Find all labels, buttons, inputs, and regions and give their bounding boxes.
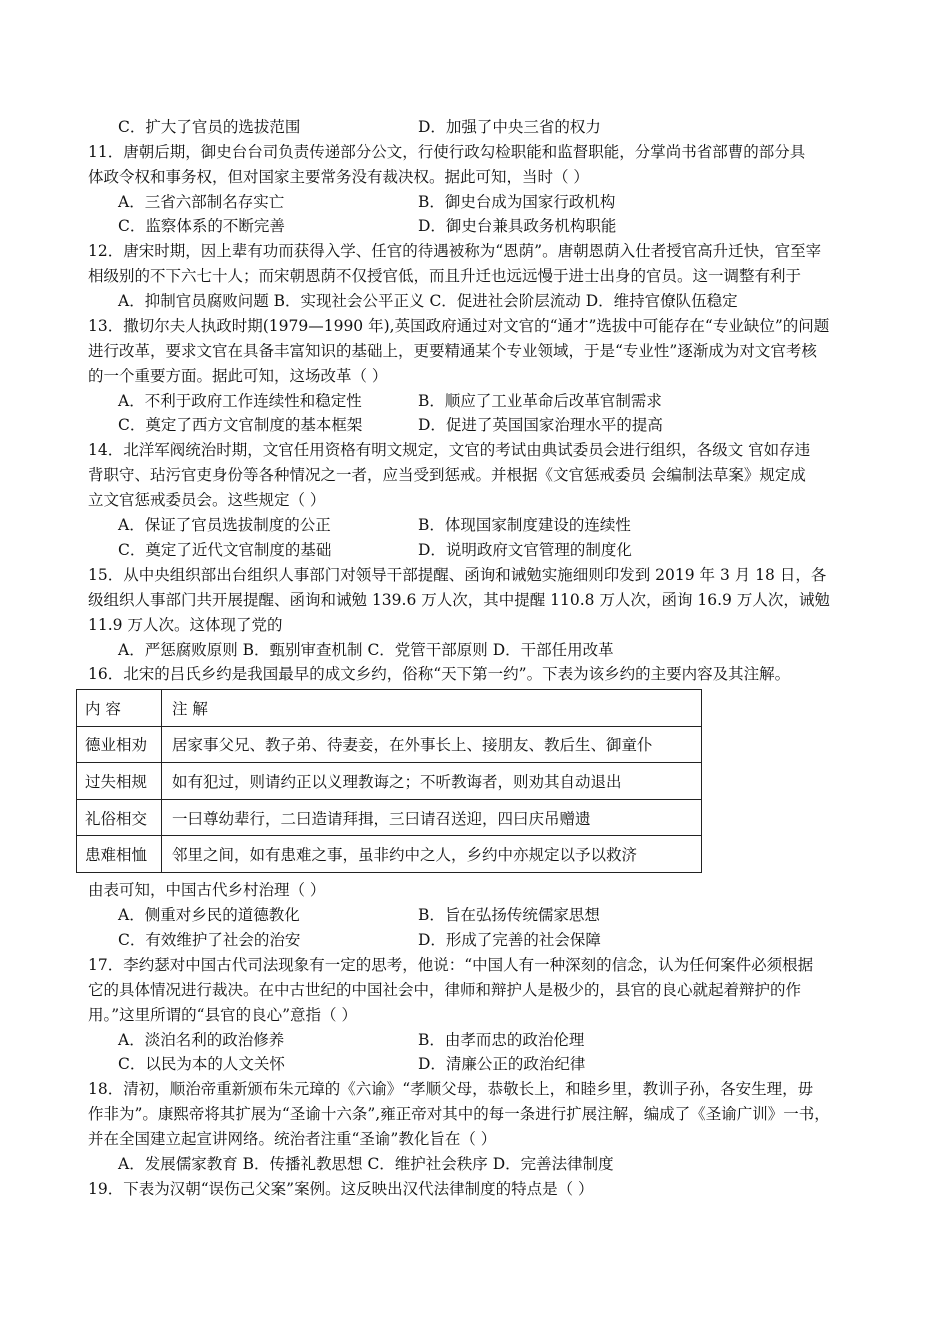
table-row [77,799,702,836]
table-row [77,763,702,800]
q17-stem-line-3: 用。”这里所谓的“县官的良心”意指（ ） [88,1006,357,1024]
q18-stem-line-3: 并在全国建立起宣讲网络。统治者注重“圣谕”教化旨在（ ） [88,1130,497,1148]
q17-stem-line-1: 17．李约瑟对中国古代司法现象有一定的思考，他说：“中国人有一种深刻的信念，认为任何案件必须根据 [88,956,814,974]
table-cell-note: 如有犯过，则请约正以义理教诲之；不听教诲者，则劝其自动退出 [162,763,702,800]
q16-table [76,689,702,873]
q12-stem-line-2: 相级别的不下六七十人；而宋朝恩荫不仅授官低，而且升迁也远远慢于进士出身的官员。这一调整有利于 [88,267,802,285]
table-cell-note: 邻里之间，如有患难之事，虽非约中之人，乡约中亦规定以予以救济 [162,836,702,873]
q13-stem-line-1: 13．撒切尔夫人执政时期(1979—1990 年),英国政府通过对文官的“通才”选拔中可能存在“专业缺位”的问题 [88,317,830,335]
q16-stem: 16．北宋的吕氏乡约是我国最早的成文乡约，俗称“天下第一约”。下表为该乡约的主要内容及其注解。 [88,665,791,683]
q10-option-d[interactable]: D．加强了中央三省的权力 [418,118,601,136]
q17-option-b[interactable]: B．由孝而忠的政治伦理 [418,1031,585,1049]
table-cell-item: 患难相恤 [77,836,162,873]
q11-option-b[interactable]: B．御史台成为国家行政机构 [418,193,616,211]
q11-option-a[interactable]: A．三省六部制名存实亡 [118,193,285,211]
q14-stem-line-3: 立文官惩戒委员会。这些规定（ ） [88,491,326,509]
q17-option-d[interactable]: D．清廉公正的政治纪律 [418,1055,586,1073]
q11-option-d[interactable]: D．御史台兼具政务机构职能 [418,217,617,235]
q14-stem-line-1: 14．北洋军阀统治时期，文官任用资格有明文规定，文官的考试由典试委员会进行组织，各级文 官如存违 [88,441,811,459]
q17-option-a[interactable]: A．淡泊名利的政治修养 [118,1031,285,1049]
q13-option-d[interactable]: D．促进了英国国家治理水平的提高 [418,416,663,434]
q16-option-a[interactable]: A．侧重对乡民的道德教化 [118,906,300,924]
q17-stem-line-2: 它的具体情况进行裁决。在中古世纪的中国社会中，律师和辩护人是极少的，县官的良心就起着辩护的作 [88,981,802,999]
q10-option-c[interactable]: C．扩大了官员的选拔范围 [118,118,301,136]
q17-option-c[interactable]: C．以民为本的人文关怀 [118,1055,285,1073]
q19-stem: 19．下表为汉朝“误伤己父案”案例。这反映出汉代法律制度的特点是（ ） [88,1180,594,1198]
q14-stem-line-2: 背职守、玷污官吏身份等各种情况之一者，应当受到惩戒。并根据《文官惩戒委员 会编制法草案》规定成 [88,466,806,484]
q18-stem-line-2: 作非为”。康熙帝将其扩展为“圣谕十六条”,雍正帝对其中的每一条进行扩展注解，编成了《圣谕广训》一书， [88,1105,830,1123]
table-cell-item: 过失相规 [77,763,162,800]
q14-option-b[interactable]: B．体现国家制度建设的连续性 [418,516,631,534]
q15-stem-line-3: 11.9 万人次。这体现了党的 [88,616,283,634]
table-cell-note: 一曰尊幼辈行，二曰造请拜揖，三曰请召送迎，四曰庆吊赠遗 [162,799,702,836]
q15-stem-line-2: 级组织人事部门共开展提醒、函询和诫勉 139.6 万人次，其中提醒 110.8 万人次，函询 16.9 万人次，诫勉 [88,591,830,609]
q12-stem-line-1: 12．唐宋时期，因上辈有功而获得入学、任官的待遇被称为“恩荫”。唐朝恩荫入仕者授官高升迁快，官至宰 [88,242,822,260]
q16-after-table: 由表可知，中国古代乡村治理（ ） [88,881,326,899]
q13-option-c[interactable]: C．奠定了西方文官制度的基本框架 [118,416,363,434]
q12-options[interactable]: A．抑制官员腐败问题 B．实现社会公平正义 C．促进社会阶层流动 D．维持官僚队伍稳定 [118,292,738,310]
q15-stem-line-1: 15．从中央组织部出台组织人事部门对领导干部提醒、函询和诫勉实施细则印发到 2019 年 3 月 18 日，各 [88,566,827,584]
q11-option-c[interactable]: C．监察体系的不断完善 [118,217,285,235]
table-cell-item: 礼俗相交 [77,799,162,836]
q13-stem-line-3: 的一个重要方面。据此可知，这场改革（ ） [88,367,388,385]
table-row [77,836,702,873]
q15-options[interactable]: A．严惩腐败原则 B．甄别审查机制 C．党管干部原则 D．干部任用改革 [118,641,614,659]
q16-option-c[interactable]: C．有效维护了社会的治安 [118,931,301,949]
table-cell-item: 德业相劝 [77,726,162,763]
table-header-content: 内 容 [77,690,162,727]
table-row [77,726,702,763]
q11-stem-line-1: 11．唐朝后期，御史台台司负责传递部分公文，行使行政勾检职能和监督职能，分掌尚书省部曹的部分具 [88,143,806,161]
q13-stem-line-2: 进行改革，要求文官在具备丰富知识的基础上，更要精通某个专业领域，于是“专业性”逐渐成为对文官考核 [88,342,817,360]
q16-option-d[interactable]: D．形成了完善的社会保障 [418,931,601,949]
q18-stem-line-1: 18．清初，顺治帝重新颁布朱元璋的《六谕》“孝顺父母，恭敬长上，和睦乡里，教训子孙，各安生理，毋 [88,1080,814,1098]
q11-stem-line-2: 体政令权和事务权，但对国家主要常务没有裁决权。据此可知，当时（ ） [88,168,589,186]
q14-option-d[interactable]: D．说明政府文官管理的制度化 [418,541,632,559]
q13-option-b[interactable]: B．顺应了工业革命后改革官制需求 [418,392,662,410]
q18-options[interactable]: A．发展儒家教育 B．传播礼教思想 C．维护社会秩序 D．完善法律制度 [118,1155,614,1173]
q13-option-a[interactable]: A．不利于政府工作连续性和稳定性 [118,392,362,410]
table-header-row [77,690,702,727]
q14-option-a[interactable]: A．保证了官员选拔制度的公正 [118,516,331,534]
table-header-notes: 注 解 [162,690,702,727]
q16-option-b[interactable]: B．旨在弘扬传统儒家思想 [418,906,600,924]
q14-option-c[interactable]: C．奠定了近代文官制度的基础 [118,541,332,559]
table-cell-note: 居家事父兄、教子弟、待妻妾，在外事长上、接朋友、教后生、御童仆 [162,726,702,763]
